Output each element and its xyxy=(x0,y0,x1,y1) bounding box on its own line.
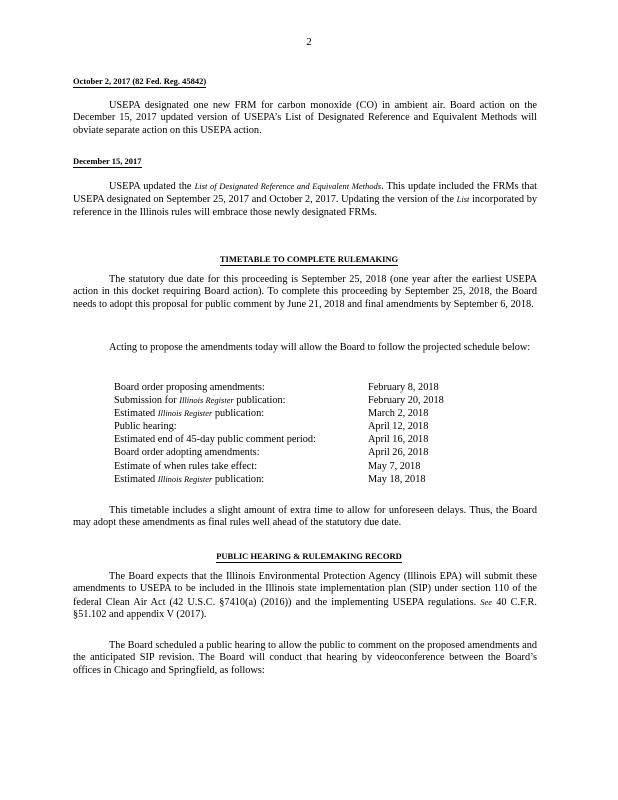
paragraph-hearing-1 xyxy=(73,571,537,622)
text-run: USEPA updated the xyxy=(109,181,195,192)
paragraph-timetable-2: Acting to propose the amendments today will allow the Board to follow the projected schedule below: xyxy=(109,342,531,353)
schedule-date: March 2, 2018 xyxy=(368,408,429,420)
schedule-event: Estimated Illinois Register publication: xyxy=(114,408,265,420)
schedule-date: May 7, 2018 xyxy=(368,460,421,472)
schedule-event: Estimated Illinois Register publication: xyxy=(114,473,265,485)
italic-list: List xyxy=(456,194,470,205)
paragraph-timetable-3: This timetable includes a slight amount of extra time to allow for unforeseen delays. Thus, the Board may adopt these amendments as final rules well ahead of the statutory due date. xyxy=(73,505,537,529)
section-header-timetable: TIMETABLE TO COMPLETE RULEMAKING xyxy=(219,254,399,264)
schedule-event: Estimate of when rules take effect: xyxy=(114,460,258,472)
schedule-event: Estimated end of 45-day public comment period: xyxy=(114,434,316,446)
page-number: 2 xyxy=(306,36,312,48)
schedule-date: February 8, 2018 xyxy=(368,382,439,393)
schedule-date: April 16, 2018 xyxy=(368,434,429,446)
paragraph-oct2: USEPA designated one new FRM for carbon monoxide (CO) in ambient air. Board action on the December 15, 2017 updated version of USEPA’s List of Designated Reference and Equivalent Methods will obviate separate action on this USEPA action. xyxy=(73,100,537,136)
text-run: 40 C.F.R. §51.102 and appendix V (2017). xyxy=(73,596,537,621)
schedule-event: Submission for Illinois Register publication: xyxy=(114,395,286,407)
section-header-dec15: December 15, 2017 xyxy=(73,156,142,166)
paragraph-dec15 xyxy=(73,180,537,219)
schedule-date: April 26, 2018 xyxy=(368,447,429,459)
schedule-date: May 18, 2018 xyxy=(368,473,426,485)
paragraph-hearing-2: The Board scheduled a public hearing to allow the public to comment on the proposed amendments and the anticipated SIP revision. The Board will conduct that hearing by videoconference between the Board’s offices in Chicago and Springfield, as follows: xyxy=(73,640,537,676)
italic-see: See xyxy=(480,596,493,607)
section-header-hearing: PUBLIC HEARING & RULEMAKING RECORD xyxy=(216,551,402,561)
text-run: incorporated by reference in the Illinois rules will embrace those newly designated FRMs. xyxy=(73,194,537,218)
section-header-oct2: October 2, 2017 (82 Fed. Reg. 45842) xyxy=(73,76,207,86)
hearing-header-wrap xyxy=(0,546,618,564)
text-run: The Board expects that the Illinois Environmental Protection Agency (Illinois EPA) will submit these amendments to USEPA to be included in the Illinois state implementation plan (SIP) under section 110 of the federal Clean Air Act (42 U.S.C. §7410(a) (2016)) and the implementing USEPA regulations. xyxy=(73,571,537,608)
timetable-header-wrap xyxy=(0,249,618,267)
italic-list-title: List of Designated Reference and Equivalent Methods xyxy=(194,181,382,191)
schedule-event: Public hearing: xyxy=(114,421,177,433)
paragraph-timetable-1: The statutory due date for this proceeding is September 25, 2018 (one year after the earliest USEPA action in this docket requiring Board action). To complete this proceeding by September 25, 2018, the Board needs to adopt this proposal for public comment by June 21, 2018 and final amendments by September 6, 2018. xyxy=(73,274,537,310)
schedule-date: February 20, 2018 xyxy=(368,395,444,407)
schedule-event: Board order adopting amendments: xyxy=(114,447,260,459)
schedule-date: April 12, 2018 xyxy=(368,421,429,433)
schedule-event: Board order proposing amendments: xyxy=(114,382,265,393)
text-run: . This update included the FRMs that USEPA designated on September 25, 2017 and October 2, 2017. Updating the version of the xyxy=(73,181,538,206)
